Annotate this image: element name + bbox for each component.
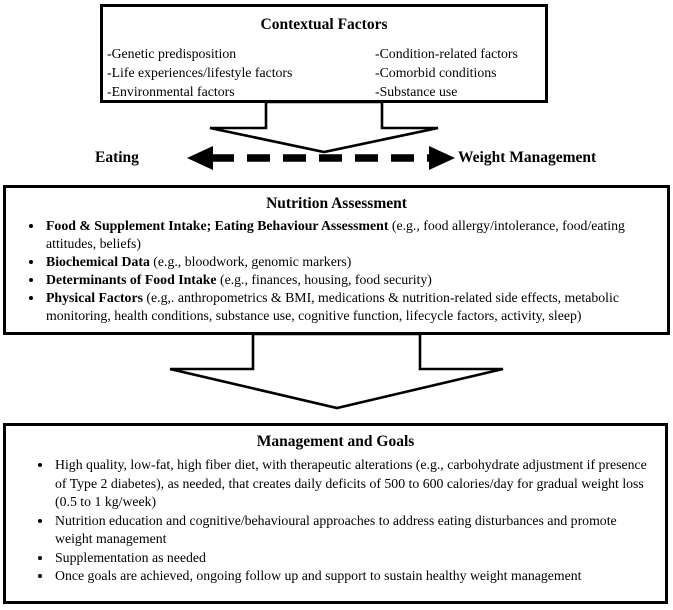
bullet-bold-lead: Biochemical Data	[46, 254, 150, 269]
bullet-rest: (e.g,. anthropometrics & BMI, medications & nutrition-related side effects, metabolic monitoring, health conditions, substance use, cognitive function, lifecycle factors, activity, sleep)	[46, 290, 619, 323]
contextual-factors-box	[100, 4, 548, 103]
eating-label: Eating	[95, 149, 139, 166]
bullet-bold-lead: Determinants of Food Intake	[46, 272, 217, 287]
contextual-item: -Genetic predisposition	[107, 46, 237, 61]
bullet-bold-lead: Physical Factors	[46, 290, 143, 305]
contextual-factors-columns	[103, 44, 545, 101]
block-down-arrow-icon	[170, 334, 503, 408]
list-item	[44, 217, 661, 253]
weight-management-label: Weight Management	[458, 149, 597, 166]
contextual-item: -Comorbid conditions	[375, 65, 497, 80]
bullet-rest: (e.g., food allergy/intolerance, food/eating attitudes, beliefs)	[46, 218, 625, 251]
list-item	[44, 271, 661, 289]
list-item: • Supplementation as needed	[53, 549, 657, 568]
block-down-arrow-icon	[210, 102, 438, 152]
bullet-bold-lead: Food & Supplement Intake; Eating Behaviour Assessment	[46, 218, 389, 233]
bullet-rest: (e.g., finances, housing, food security)	[216, 272, 432, 287]
contextual-item: -Environmental factors	[107, 84, 235, 99]
management-goals-list	[6, 456, 665, 586]
arrowhead-left-icon	[187, 146, 213, 170]
list-item	[44, 289, 661, 325]
contextual-left-column	[107, 44, 375, 101]
list-item: • Nutrition education and cognitive/behavioural approaches to address eating disturbances and promote weight management	[53, 512, 657, 549]
bullet-rest: (e.g., bloodwork, genomic markers)	[149, 254, 352, 269]
list-item: • Once goals are achieved, ongoing follow up and support to sustain healthy weight management	[53, 567, 657, 586]
nutrition-assessment-box	[3, 185, 670, 335]
management-goals-box	[3, 423, 668, 604]
list-item	[44, 253, 661, 271]
arrowhead-right-icon	[429, 146, 455, 170]
contextual-item: -Substance use	[375, 84, 458, 99]
contextual-right-column	[375, 44, 545, 101]
contextual-item: -Life experiences/lifestyle factors	[107, 65, 293, 80]
nutrition-assessment-title: Nutrition Assessment	[266, 195, 407, 212]
contextual-item: -Condition-related factors	[375, 46, 518, 61]
contextual-factors-title: Contextual Factors	[260, 16, 388, 33]
management-goals-title: Management and Goals	[256, 433, 415, 450]
nutrition-assessment-list	[6, 217, 667, 325]
list-item: • High quality, low-fat, high fiber diet, with therapeutic alterations (e.g., carbohydrate adjustment if presence of Type 2 diabetes), as needed, that creates daily deficits of 500 to 600 calories/day for gradual weight loss (0.5 to 1 kg/week)	[53, 456, 657, 512]
